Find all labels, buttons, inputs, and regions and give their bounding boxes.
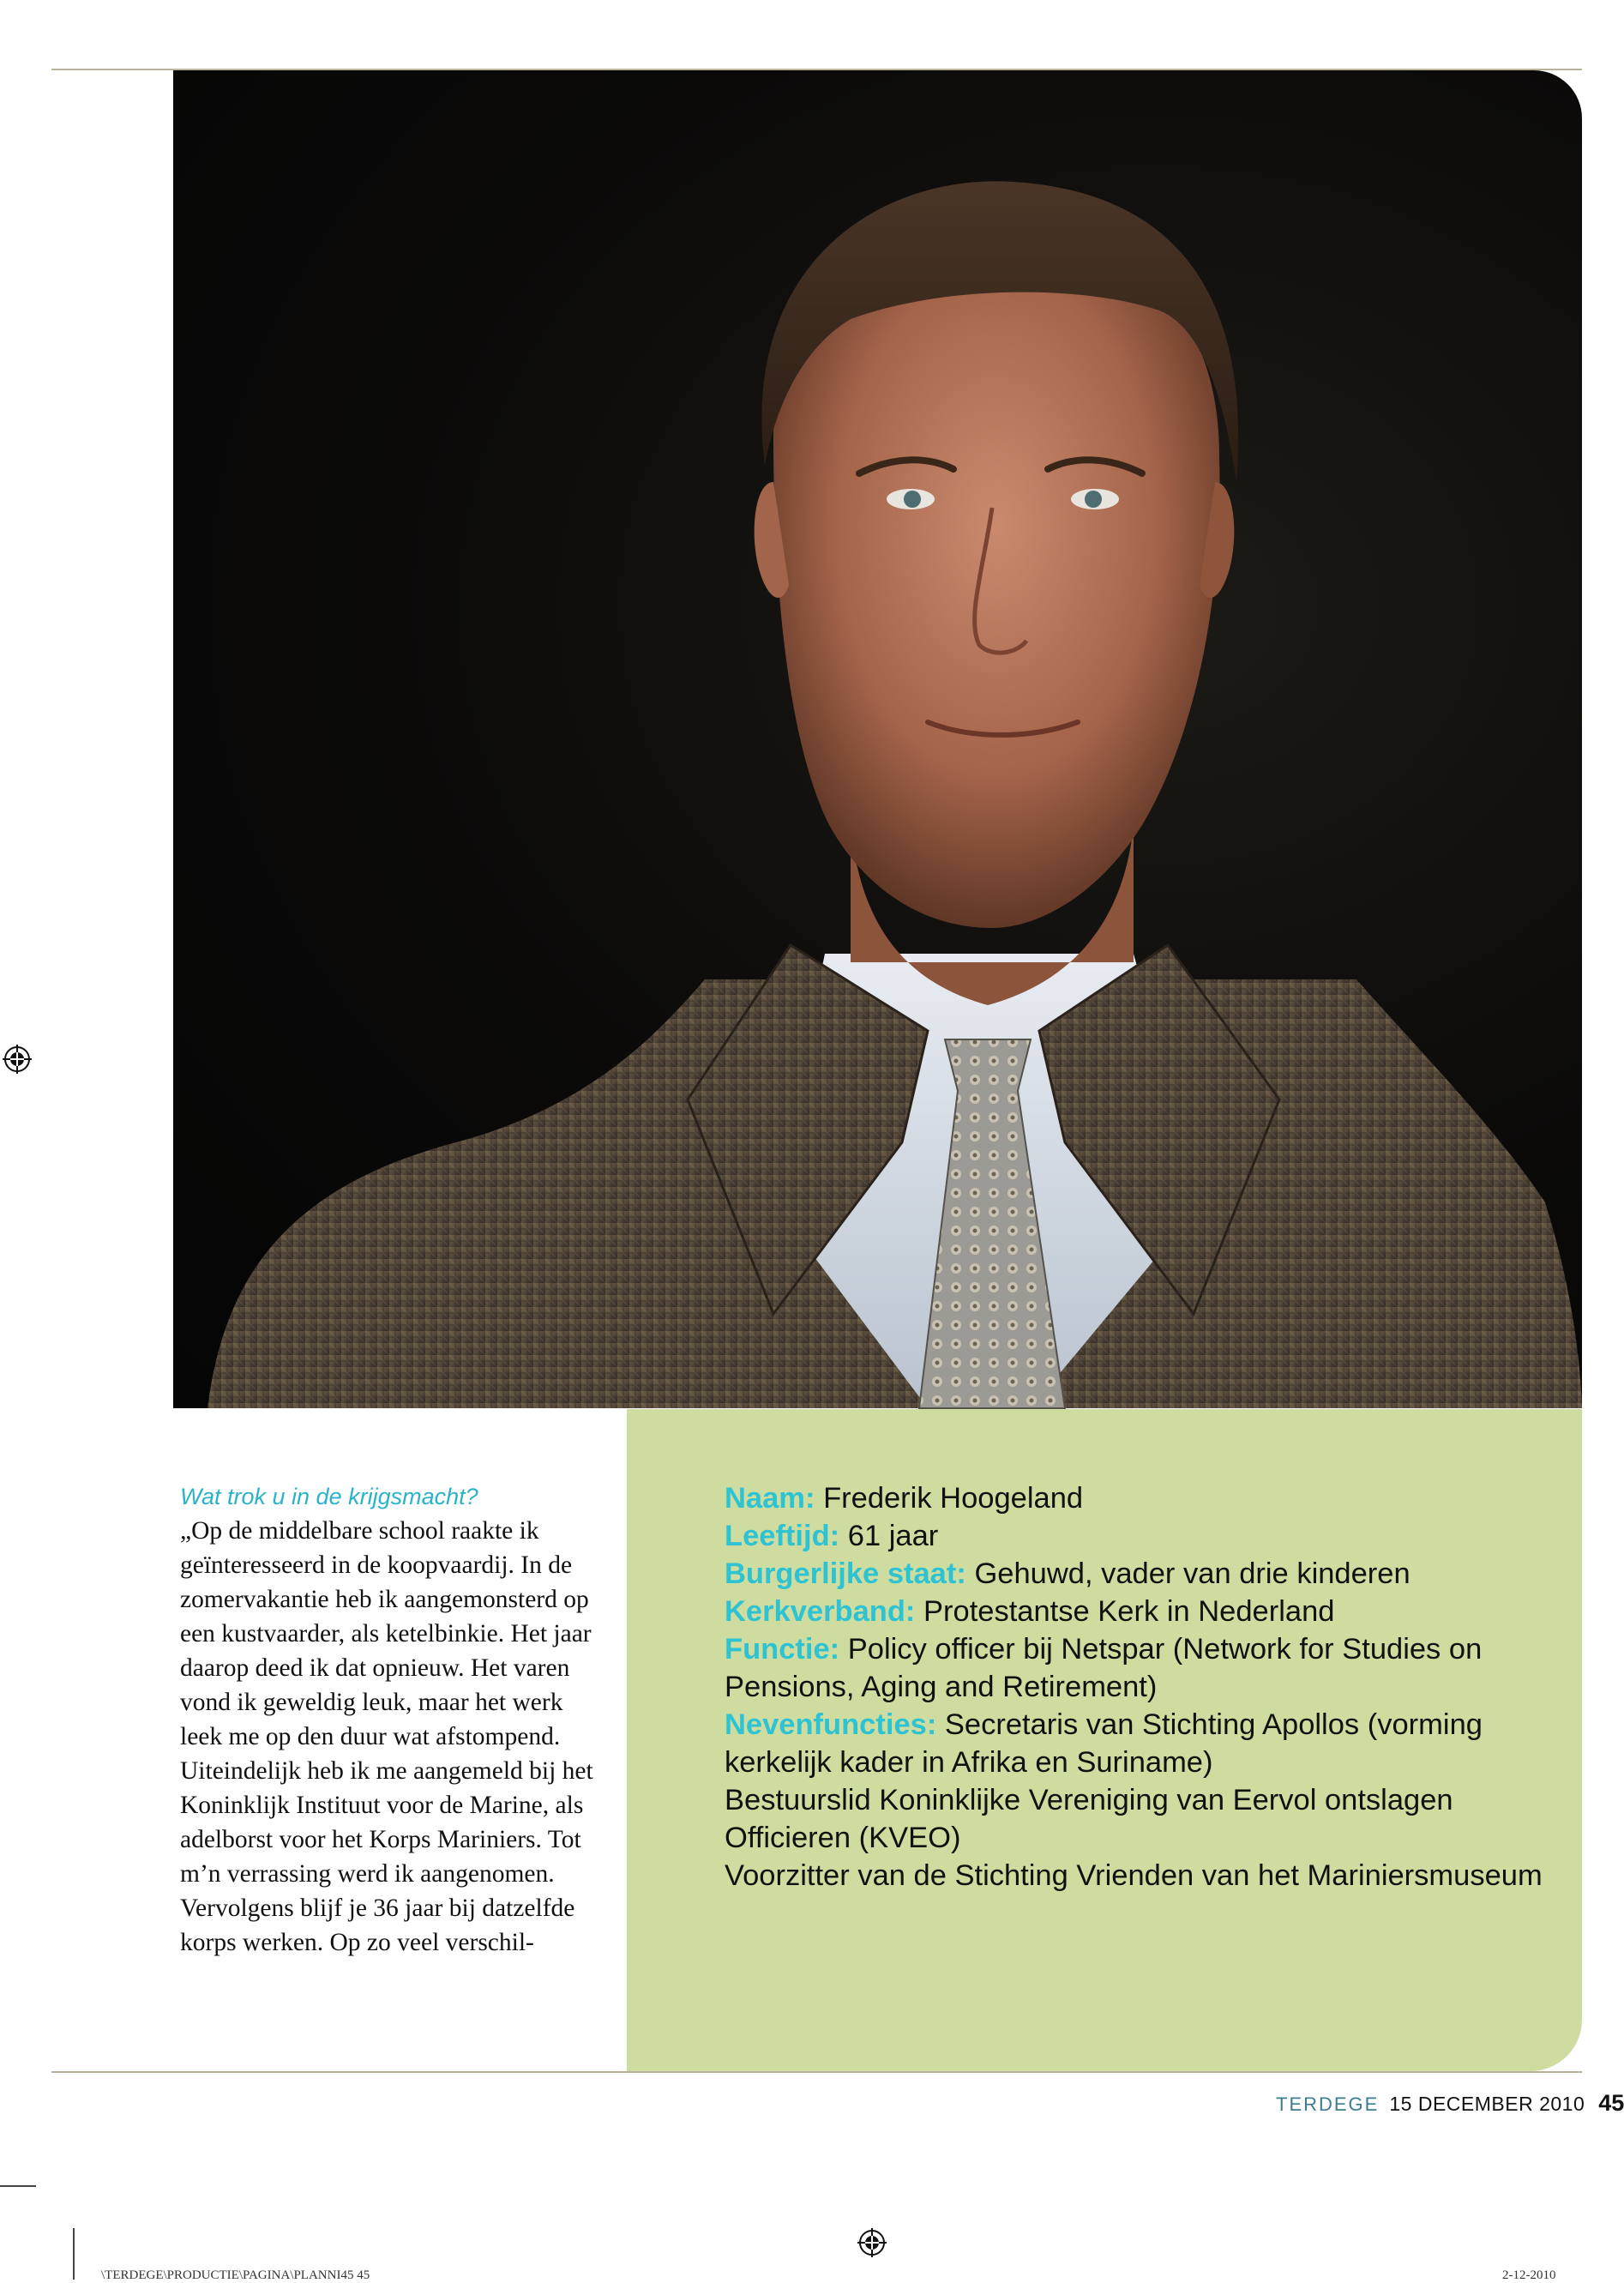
profile-label: Functie: [725,1633,840,1666]
interview-column [180,1479,609,1960]
profile-value: Protestantse Kerk in Nederland [923,1595,1335,1628]
profile-label: Burgerlijke staat: [725,1557,966,1590]
profile-label: Nevenfuncties: [725,1708,937,1741]
profile-value: Secretaris van Stichting Apollos (vorming kerkelijk kader in Afrika en Suriname) [725,1708,1483,1779]
profile-row-leeftijd [725,1517,1548,1555]
profile-value: Frederik Hoogeland [823,1482,1084,1515]
interview-paragraph: „Op de middelbare school raakte ik geïnteresseerd in de koopvaardij. In de zomervakantie heb ik aangemonsterd op een kustvaarder, als ketelbinkie. Het jaar daarop deed ik dat opnieuw. Het varen vond ik geweldig leuk, maar het werk leek me op den duur wat afstompend. Uiteindelijk heb ik me aangemeld bij het Koninklijk Instituut voor de Marine, als adelborst voor het Korps Mariniers. Tot m’n verrassing werd ik aangenomen. [180,1517,593,1888]
interview-paragraph: Vervolgens blijf je 36 jaar bij datzelfde korps werken. Op zo veel verschil- [180,1894,575,1956]
profile-row-functie [725,1630,1548,1706]
crop-mark [73,2228,75,2280]
profile-label: Leeftijd: [725,1520,840,1552]
print-slug: \TERDEGE\PRODUCTIE\PAGINA\PLANNI45 45 [101,2268,370,2282]
profile-label: Kerkverband: [725,1595,916,1628]
profile-row-burgerlijke-staat [725,1555,1548,1593]
profile-label: Naam: [725,1482,815,1515]
profile-row-kerkverband [725,1593,1548,1630]
crop-mark [0,2185,36,2187]
issue-date: 15 DECEMBER 2010 [1389,2093,1585,2115]
profile-value: Gehuwd, vader van drie kinderen [974,1557,1410,1590]
profile-infobox [627,1409,1582,2071]
profile-value: 61 jaar [847,1520,939,1552]
profile-row-nevenfuncties [725,1706,1548,1781]
profile-extra-line: Voorzitter van de Stichting Vrienden van het Mariniersmuseum [725,1859,1543,1892]
portrait-photo [173,70,1582,1408]
profile-value: Policy officer bij Netspar (Network for Studies on Pensions, Aging and Retirement) [725,1633,1483,1703]
magazine-name: TERDEGE [1276,2093,1380,2115]
registration-mark-icon [3,1045,32,1074]
trim-line-bottom [51,2071,1582,2073]
profile-row-naam [725,1479,1548,1517]
page-footer [1276,2090,1624,2124]
interview-question: Wat trok u in de krijgsmacht? [180,1484,478,1509]
portrait-illustration [173,70,1582,1408]
profile-list [725,1479,1548,1894]
registration-mark-icon [857,2228,887,2257]
print-date-stamp: 2-12-2010 [1502,2268,1556,2282]
page-number: 45 [1598,2090,1624,2116]
profile-extra-line: Bestuurslid Koninklijke Vereniging van Eervol ontslagen Officieren (KVEO) [725,1784,1453,1854]
